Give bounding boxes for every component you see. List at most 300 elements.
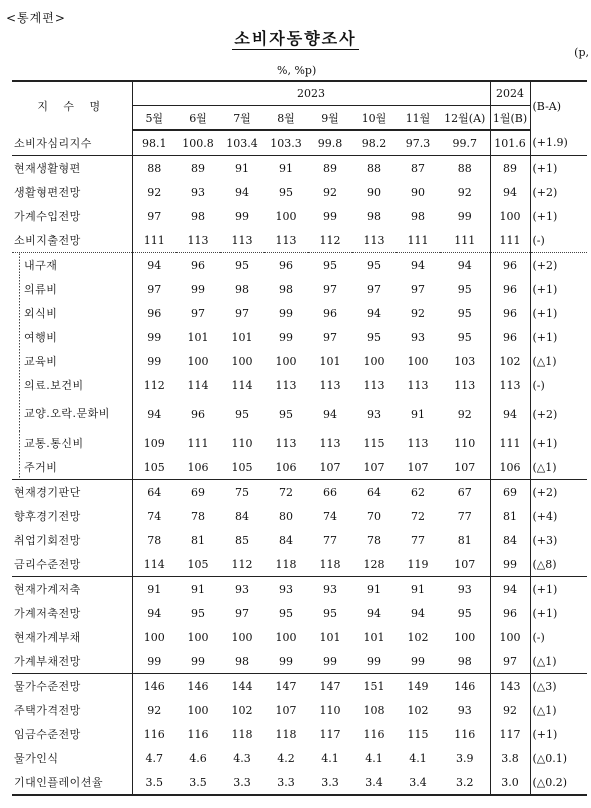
table-row (12, 253, 587, 278)
cell-value: 64 (352, 480, 396, 505)
cell-value: 107 (407, 460, 429, 474)
cell-value: 98 (367, 209, 381, 223)
cell-value: 97 (367, 282, 381, 296)
cell-change: (-) (530, 625, 587, 649)
cell-value: 3.3 (264, 770, 308, 795)
cell-value: 70 (367, 509, 381, 523)
cell-value: 98 (235, 654, 249, 668)
year-header-2024: 2024 (490, 81, 530, 106)
row-label: 물가수준전망 (12, 674, 132, 699)
cell-value: 91 (264, 156, 308, 181)
cell-value: 96 (264, 253, 308, 278)
cell-value: 109 (143, 436, 165, 450)
cell-change: (+2) (530, 397, 587, 431)
month-header: 11월 (396, 106, 440, 131)
cell-value: 94 (132, 253, 176, 278)
cell-value: 113 (490, 373, 530, 397)
row-label: 교양.오락.문화비 (12, 397, 132, 431)
cell-value: 3.8 (490, 746, 530, 770)
cell-value: 103.4 (220, 130, 264, 156)
cell-value: 77 (411, 533, 425, 547)
cell-value: 91 (132, 577, 176, 602)
cell-value: 102 (490, 349, 530, 373)
cell-value: 112 (319, 233, 341, 247)
column-header-label: 지 수 명 (12, 81, 132, 130)
row-label: 소비지출전망 (12, 228, 132, 253)
cell-value: 118 (319, 557, 341, 571)
cell-value: 101 (319, 630, 341, 644)
month-header: 6월 (176, 106, 220, 131)
cell-value: 100 (407, 354, 429, 368)
cell-value: 3.5 (132, 770, 176, 795)
cell-value: 98.1 (132, 130, 176, 156)
cell-value: 146 (176, 674, 220, 699)
cell-value: 147 (264, 674, 308, 699)
cell-value: 101 (319, 354, 341, 368)
table-row (12, 674, 587, 699)
cell-change: (△0.2) (530, 770, 587, 795)
row-label: 의료.보건비 (12, 373, 132, 397)
unit-note: %, %p) (277, 64, 317, 77)
cell-value: 113 (187, 233, 209, 247)
cell-change: (△1) (530, 698, 587, 722)
table-row (12, 577, 587, 602)
row-label: 주택가격전망 (12, 698, 132, 722)
cell-value: 98 (279, 282, 293, 296)
cell-value: 4.1 (321, 751, 339, 765)
row-label: 금리수준전망 (12, 552, 132, 577)
cell-value: 144 (220, 674, 264, 699)
cell-value: 94 (323, 407, 337, 421)
cell-value: 128 (363, 557, 385, 571)
cell-value: 116 (143, 727, 165, 741)
cell-value: 117 (490, 722, 530, 746)
month-header: 10월 (352, 106, 396, 131)
cell-value: 110 (319, 703, 341, 717)
cell-value: 94 (411, 606, 425, 620)
row-label: 취업기회전망 (12, 528, 132, 552)
cell-value: 94 (490, 577, 530, 602)
cell-value: 105 (187, 557, 209, 571)
cell-value: 113 (407, 378, 429, 392)
cell-value: 119 (407, 557, 429, 571)
cell-value: 95 (457, 606, 472, 620)
cell-value: 98 (457, 654, 472, 668)
cell-value: 3.5 (176, 770, 220, 795)
cell-value: 93 (191, 185, 205, 199)
cell-value: 97 (235, 606, 249, 620)
table-row (12, 601, 587, 625)
row-label: 주거비 (12, 455, 132, 480)
cell-value: 96 (147, 306, 162, 320)
cell-value: 93 (264, 577, 308, 602)
cell-change: (+3) (530, 528, 587, 552)
cell-value: 106 (187, 460, 209, 474)
cell-value: 94 (147, 407, 162, 421)
row-label: 가계수입전망 (12, 204, 132, 228)
cell-value: 114 (231, 378, 253, 392)
cell-value: 99 (411, 654, 425, 668)
cell-value: 98 (411, 209, 425, 223)
cell-value: 100 (187, 354, 209, 368)
cell-value: 81 (490, 504, 530, 528)
cell-value: 95 (235, 407, 249, 421)
month-header: 7월 (220, 106, 264, 131)
cell-value: 91 (176, 577, 220, 602)
table-row (12, 277, 587, 301)
cell-value: 93 (367, 407, 381, 421)
cell-value: 101.6 (490, 130, 530, 156)
cell-value: 99 (323, 654, 337, 668)
cell-value: 96 (490, 253, 530, 278)
cell-value: 72 (411, 509, 425, 523)
cell-value: 99 (147, 330, 162, 344)
table-row (12, 397, 587, 431)
cell-value: 92 (490, 698, 530, 722)
cell-value: 93 (411, 330, 425, 344)
cell-value: 97 (147, 209, 162, 223)
cell-value: 107 (454, 460, 476, 474)
cell-change: (△0.1) (530, 746, 587, 770)
cell-value: 4.3 (233, 751, 251, 765)
row-label: 현재경기판단 (12, 480, 132, 505)
cell-value: 91 (396, 577, 440, 602)
cell-value: 113 (275, 233, 297, 247)
cell-value: 3.2 (440, 770, 490, 795)
cell-value: 80 (279, 509, 293, 523)
cell-value: 99 (191, 282, 205, 296)
cell-value: 94 (396, 253, 440, 278)
cell-value: 95 (308, 253, 352, 278)
cell-value: 69 (490, 480, 530, 505)
cell-value: 77 (457, 509, 472, 523)
cell-value: 113 (363, 233, 385, 247)
cell-value: 93 (308, 577, 352, 602)
row-label: 여행비 (12, 325, 132, 349)
table-row (12, 552, 587, 577)
cell-value: 103 (454, 354, 476, 368)
cell-value: 112 (143, 378, 165, 392)
table-row (12, 431, 587, 455)
cell-value: 91 (220, 156, 264, 181)
cell-value: 147 (308, 674, 352, 699)
cell-value: 84 (490, 528, 530, 552)
cell-value: 116 (454, 727, 476, 741)
cell-value: 72 (264, 480, 308, 505)
section-tag: <통계편> (6, 11, 66, 25)
cell-value: 91 (411, 407, 425, 421)
cell-change: (+1) (530, 301, 587, 325)
cell-value: 100 (363, 354, 385, 368)
cell-change: (+1) (530, 277, 587, 301)
cell-value: 99 (279, 306, 293, 320)
cell-value: 95 (457, 306, 472, 320)
cell-value: 103.3 (264, 130, 308, 156)
cell-value: 116 (363, 727, 385, 741)
cell-value: 78 (367, 533, 381, 547)
cell-value: 89 (176, 156, 220, 181)
cell-change: (+2) (530, 180, 587, 204)
cell-value: 4.1 (409, 751, 427, 765)
cell-value: 107 (275, 703, 297, 717)
cell-value: 100 (490, 204, 530, 228)
cell-value: 113 (275, 378, 297, 392)
cell-value: 100 (143, 630, 165, 644)
month-header: 8월 (264, 106, 308, 131)
cell-value: 92 (323, 185, 337, 199)
cell-value: 96 (176, 253, 220, 278)
cell-change: (△3) (530, 674, 587, 699)
cell-value: 100 (454, 630, 476, 644)
table-row (12, 480, 587, 505)
table-row (12, 204, 587, 228)
cell-value: 3.3 (220, 770, 264, 795)
survey-table (12, 80, 587, 796)
cell-value: 111 (490, 228, 530, 253)
table-row (12, 455, 587, 480)
cell-value: 102 (407, 703, 429, 717)
cell-value: 87 (396, 156, 440, 181)
cell-value: 99 (457, 209, 472, 223)
cell-value: 74 (323, 509, 337, 523)
cell-value: 66 (308, 480, 352, 505)
row-label: 가계부채전망 (12, 649, 132, 674)
cell-value: 100 (275, 209, 297, 223)
cell-value: 93 (457, 703, 472, 717)
cell-value: 100 (275, 630, 297, 644)
cell-value: 105 (231, 460, 253, 474)
cell-value: 92 (147, 185, 162, 199)
cell-value: 143 (490, 674, 530, 699)
cell-change: (+1) (530, 577, 587, 602)
cell-value: 97 (411, 282, 425, 296)
page-title: 소비자동향조사 (234, 29, 357, 48)
cell-value: 77 (323, 533, 337, 547)
row-label: 향후경기전망 (12, 504, 132, 528)
cell-value: 97 (490, 649, 530, 674)
cell-value: 99 (367, 654, 381, 668)
cell-value: 149 (396, 674, 440, 699)
cell-value: 96 (323, 306, 337, 320)
cell-value: 97 (191, 306, 205, 320)
cell-value: 97 (323, 282, 337, 296)
cell-value: 100 (231, 354, 253, 368)
cell-value: 75 (220, 480, 264, 505)
cell-value: 99 (147, 354, 162, 368)
cell-value: 97.3 (396, 130, 440, 156)
cell-value: 99 (191, 654, 205, 668)
cell-value: 89 (490, 156, 530, 181)
cell-value: 67 (440, 480, 490, 505)
cell-value: 102 (407, 630, 429, 644)
cell-change: (+1) (530, 722, 587, 746)
cell-value: 85 (235, 533, 249, 547)
cell-change: (△1) (530, 649, 587, 674)
row-label: 현재생활형편 (12, 156, 132, 181)
table-row (12, 325, 587, 349)
cell-value: 4.6 (189, 751, 207, 765)
cell-value: 95 (323, 606, 337, 620)
table-row (12, 301, 587, 325)
cell-value: 107 (454, 557, 476, 571)
cell-change: (-) (530, 373, 587, 397)
cell-value: 112 (231, 557, 253, 571)
cell-value: 81 (457, 533, 472, 547)
cell-value: 111 (143, 233, 165, 247)
cell-value: 95 (279, 407, 293, 421)
cell-value: 102 (231, 703, 253, 717)
cell-value: 113 (275, 436, 297, 450)
cell-change: (△1) (530, 455, 587, 480)
row-label: 기대인플레이션율 (12, 770, 132, 795)
cell-value: 90 (411, 185, 425, 199)
table-row (12, 746, 587, 770)
cell-value: 101 (187, 330, 209, 344)
row-label: 교육비 (12, 349, 132, 373)
table-row (12, 770, 587, 795)
cell-value: 98 (235, 282, 249, 296)
cell-change: (△8) (530, 552, 587, 577)
row-label: 물가인식 (12, 746, 132, 770)
cell-change: (+1) (530, 601, 587, 625)
cell-value: 111 (187, 436, 209, 450)
cell-change: (+1) (530, 325, 587, 349)
cell-value: 114 (143, 557, 165, 571)
cell-value: 78 (147, 533, 162, 547)
cell-value: 100 (187, 703, 209, 717)
cell-change: (+1) (530, 204, 587, 228)
row-label: 임금수준전망 (12, 722, 132, 746)
cell-value: 62 (396, 480, 440, 505)
cell-value: 95 (367, 330, 381, 344)
cell-value: 95 (457, 330, 472, 344)
cell-value: 88 (132, 156, 176, 181)
cell-value: 78 (191, 509, 205, 523)
table-row (12, 156, 587, 181)
table-row (12, 528, 587, 552)
cell-value: 94 (490, 180, 530, 204)
cell-value: 99 (490, 552, 530, 577)
cell-value: 3.0 (490, 770, 530, 795)
cell-value: 95 (457, 282, 472, 296)
cell-value: 100 (490, 625, 530, 649)
cell-value: 110 (231, 436, 253, 450)
cell-value: 113 (363, 378, 385, 392)
cell-value: 92 (457, 185, 472, 199)
cell-value: 101 (231, 330, 253, 344)
cell-value: 100 (231, 630, 253, 644)
cell-change: (+1.9) (530, 130, 587, 156)
cell-value: 118 (275, 727, 297, 741)
cell-value: 74 (147, 509, 162, 523)
cell-value: 3.4 (396, 770, 440, 795)
cell-value: 99 (323, 209, 337, 223)
cell-value: 100.8 (176, 130, 220, 156)
cell-value: 94 (367, 606, 381, 620)
cell-value: 69 (176, 480, 220, 505)
cell-change: (+4) (530, 504, 587, 528)
table-row (12, 649, 587, 674)
table-row (12, 698, 587, 722)
cell-value: 146 (440, 674, 490, 699)
cell-value: 117 (319, 727, 341, 741)
year-header-2023: 2023 (132, 81, 490, 106)
cell-change: (△1) (530, 349, 587, 373)
table-row (12, 180, 587, 204)
cell-value: 91 (352, 577, 396, 602)
cell-value: 84 (279, 533, 293, 547)
cell-change: (+2) (530, 480, 587, 505)
cell-value: 4.7 (145, 751, 163, 765)
row-label: 가계저축전망 (12, 601, 132, 625)
cell-value: 81 (191, 533, 205, 547)
cell-value: 107 (319, 460, 341, 474)
cell-value: 3.4 (352, 770, 396, 795)
column-header-change: (B-A) (530, 81, 587, 130)
cell-value: 92 (411, 306, 425, 320)
cell-value: 113 (319, 378, 341, 392)
cell-value: 92 (457, 407, 472, 421)
table-row (12, 228, 587, 253)
cell-value: 93 (440, 577, 490, 602)
cell-value: 97 (147, 282, 162, 296)
cell-change: (+1) (530, 156, 587, 181)
month-header: 12월(A) (440, 106, 490, 131)
row-label: 교통.통신비 (12, 431, 132, 455)
row-label: 의류비 (12, 277, 132, 301)
cell-value: 99 (147, 654, 162, 668)
table-row (12, 349, 587, 373)
cell-value: 96 (191, 407, 205, 421)
table-row (12, 722, 587, 746)
cell-value: 114 (187, 378, 209, 392)
cell-value: 64 (132, 480, 176, 505)
cell-value: 96 (490, 301, 530, 325)
cell-value: 88 (352, 156, 396, 181)
row-label: 현재가계저축 (12, 577, 132, 602)
cell-value: 93 (220, 577, 264, 602)
cell-value: 101 (363, 630, 385, 644)
cell-value: 115 (363, 436, 385, 450)
cell-value: 99.7 (440, 130, 490, 156)
cell-value: 98 (191, 209, 205, 223)
cell-value: 89 (308, 156, 352, 181)
cell-value: 94 (367, 306, 381, 320)
cell-value: 99 (235, 209, 249, 223)
cell-value: 113 (454, 378, 476, 392)
cell-value: 95 (352, 253, 396, 278)
table-row (12, 625, 587, 649)
cell-value: 115 (407, 727, 429, 741)
cell-value: 106 (490, 455, 530, 480)
cell-value: 4.2 (277, 751, 295, 765)
cell-value: 95 (279, 606, 293, 620)
cell-value: 118 (231, 727, 253, 741)
cell-value: 95 (191, 606, 205, 620)
cell-value: 84 (235, 509, 249, 523)
row-label: 생활형편전망 (12, 180, 132, 204)
cell-value: 108 (363, 703, 385, 717)
cell-value: 100 (187, 630, 209, 644)
unit-note-right: (p, (574, 46, 589, 59)
cell-value: 99 (279, 330, 293, 344)
cell-change: (+1) (530, 431, 587, 455)
cell-value: 107 (363, 460, 385, 474)
cell-value: 96 (490, 277, 530, 301)
row-label: 내구재 (12, 253, 132, 278)
cell-value: 97 (323, 330, 337, 344)
cell-change: (-) (530, 228, 587, 253)
